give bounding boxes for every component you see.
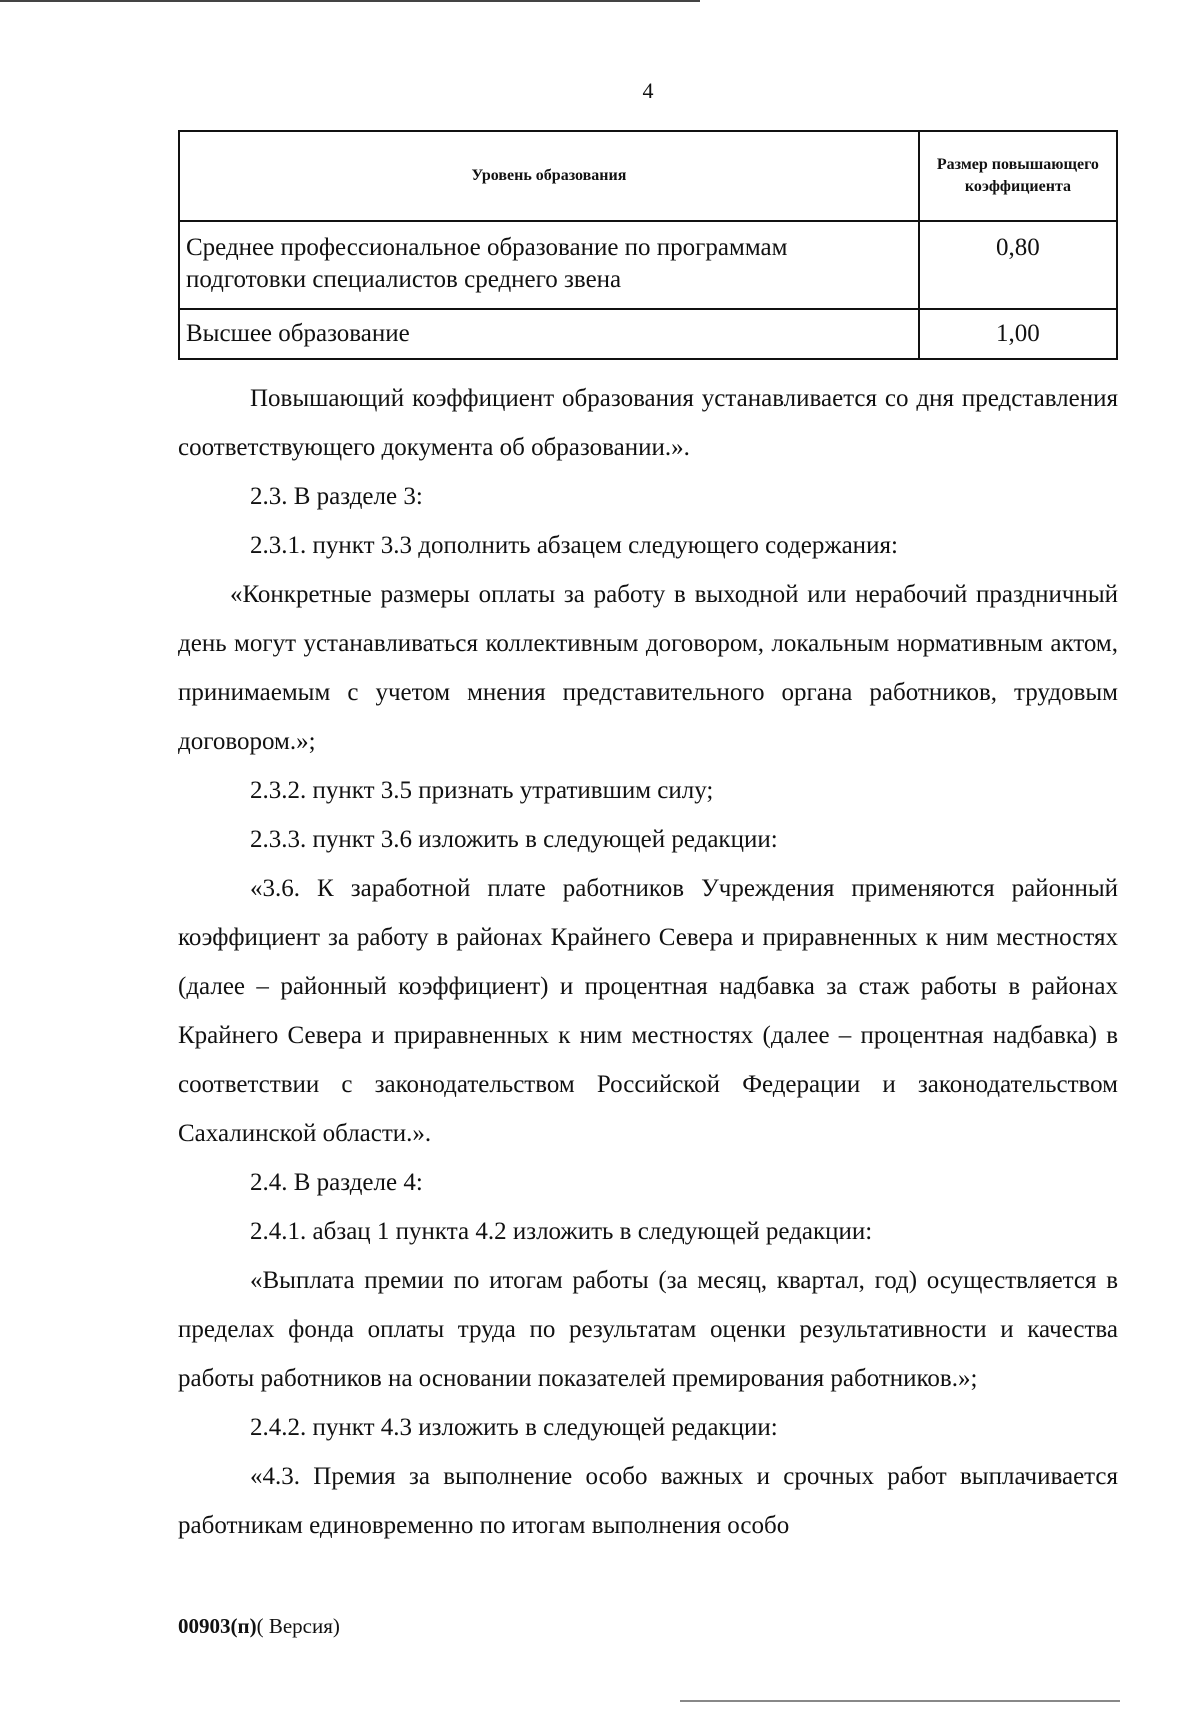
cell-coefficient: 0,80 — [919, 221, 1117, 309]
page-number: 4 — [642, 78, 654, 103]
paragraph: 2.4.2. пункт 4.3 изложить в следующей редакции: — [250, 1414, 778, 1441]
header-education-level: Уровень образования — [179, 131, 919, 221]
education-coefficient-table — [178, 130, 1118, 360]
header-coefficient-size: Размер повышающего коэффициента — [919, 131, 1117, 221]
scan-edge-line-top — [0, 0, 700, 2]
table-row — [179, 309, 1117, 359]
paragraph: Повышающий коэффициент образования устанавливается со дня представления соответствующего документа об образовании.». — [178, 385, 1118, 461]
paragraph: «Выплата премии по итогам работы (за месяц, квартал, год) осуществляется в пределах фонда оплаты труда по результатам оценки результативности и качества работы работников на основании показателей премирования работников.»; — [178, 1267, 1118, 1392]
paragraph: 2.4.1. абзац 1 пункта 4.2 изложить в следующей редакции: — [250, 1218, 873, 1245]
table-header-row — [179, 131, 1117, 221]
paragraph: 2.3. В разделе 3: — [250, 483, 423, 510]
document-footer — [178, 1614, 340, 1639]
paragraph: «Конкретные размеры оплаты за работу в выходной или нерабочий праздничный день могут устанавливаться коллективным договором, локальным нормативным актом, принимаемым с учетом мнения представительного органа работников, трудовым договором.»; — [178, 581, 1118, 755]
cell-education-level: Высшее образование — [179, 309, 919, 359]
cell-coefficient: 1,00 — [919, 309, 1117, 359]
cell-education-level: Среднее профессиональное образование по программам подготовки специалистов среднего звена — [179, 221, 919, 309]
paragraph: 2.3.2. пункт 3.5 признать утратившим силу; — [250, 777, 714, 804]
paragraph: «3.6. К заработной плате работников Учреждения применяются районный коэффициент за работу в районах Крайнего Севера и приравненных к ним местностях (далее – районный коэффициент) и процентная надбавка за стаж работы в районах Крайнего Севера и приравненных к ним местностях (далее – процентная надбавка) в соответствии с законодательством Российской Федерации и законодательством Сахалинской области.». — [178, 875, 1118, 1147]
document-body — [178, 374, 1118, 1550]
paragraph: 2.3.3. пункт 3.6 изложить в следующей редакции: — [250, 826, 778, 853]
paragraph: 2.3.1. пункт 3.3 дополнить абзацем следующего содержания: — [250, 532, 898, 559]
paragraph: 2.4. В разделе 4: — [250, 1169, 423, 1196]
document-code: 00903(п) — [178, 1614, 257, 1638]
paragraph: «4.3. Премия за выполнение особо важных и срочных работ выплачивается работникам единовременно по итогам выполнения особо — [178, 1463, 1118, 1539]
document-version: ( Версия) — [256, 1614, 340, 1638]
table-row — [179, 221, 1117, 309]
scan-edge-line-bottom — [680, 1700, 1120, 1702]
